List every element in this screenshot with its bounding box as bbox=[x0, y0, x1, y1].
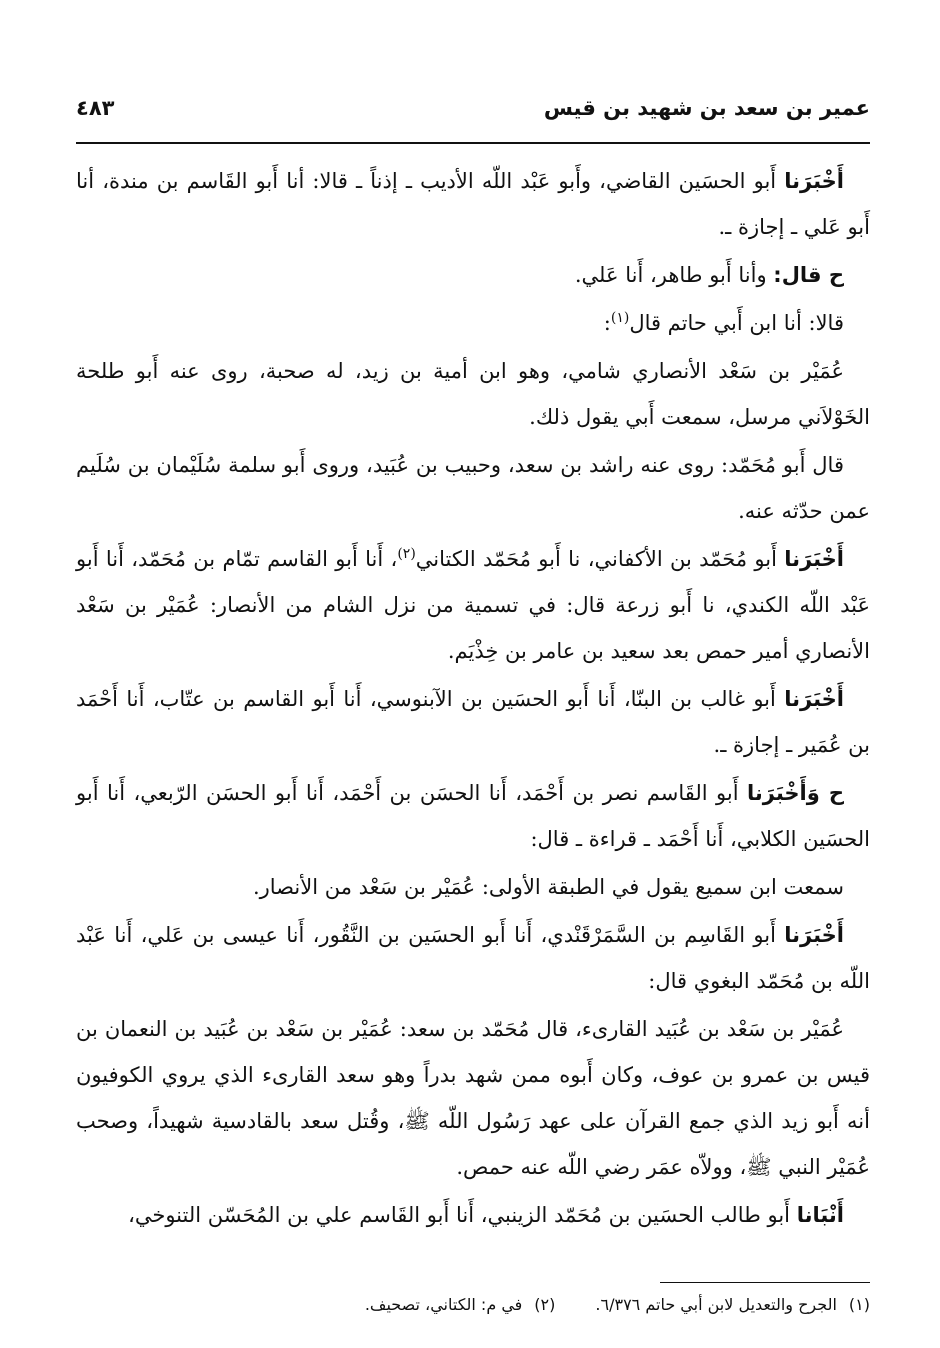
footnote-number: (٢) bbox=[534, 1295, 556, 1314]
paragraph-text: عُمَيْر بن سَعْد بن عُبَيد القارىء، قال مُحَمّد بن سعد: عُمَيْر بن سَعْد بن عُبَيد بن النعمان بن قيس بن عمرو بن عوف، وكان أَبوه ممن شهد بدراً وهو سعد القارىء الذي يروي الكوفيون أنه أَبو زيد الذي جمع القرآن على عهد رَسُول اللّه ﷺ، وقُتل سعد بالقادسية شهيداً، وصحب عُمَيْر النبي ﷺ، وولاّه عمَر رضي اللّه عنه حمص. bbox=[76, 1017, 870, 1179]
footnote-marker-1[interactable]: (١) bbox=[610, 310, 630, 326]
paragraph-2 bbox=[76, 252, 870, 298]
paragraph-3 bbox=[76, 300, 870, 346]
paragraph-lead: أَخْبَرَنا bbox=[784, 923, 844, 947]
paragraph-text: قال أَبو مُحَمّد: روى عنه راشد بن سعد، وحبيب بن عُبَيد، وروى أَبو سلمة سُلَيْمان بن سُلَيم عمن حدّثه عنه. bbox=[76, 453, 870, 523]
paragraph-text-after: : bbox=[603, 311, 611, 335]
paragraph-7 bbox=[76, 676, 870, 768]
paragraph-text: أَبو طالب الحسَين بن مُحَمّد الزينبي، أَنا أَبو القَاسم علي بن المُحَسّن التنوخي، bbox=[128, 1203, 797, 1227]
paragraph-5 bbox=[76, 442, 870, 534]
paragraph-11 bbox=[76, 1006, 870, 1190]
main-text bbox=[76, 158, 870, 1238]
page bbox=[76, 96, 870, 1319]
paragraph-lead: أَخْبَرَنا bbox=[784, 547, 844, 571]
footnote-number: (١) bbox=[848, 1295, 870, 1314]
page-number: ٤٨٣ bbox=[76, 96, 115, 120]
paragraph-lead: أَنْبَانا bbox=[796, 1203, 844, 1227]
paragraph-lead: ح قال: bbox=[773, 263, 844, 287]
paragraph-text: أَبو الحسَين القاضي، وأَبو عَبْد اللّه الأديب ـ إذناً ـ قالا: أنا أَبو القَاسم بن مندة، أنا أَبو عَلي ـ إجازة ـ. bbox=[76, 169, 870, 239]
paragraph-text: أَبو القَاسم نصر بن أَحْمَد، أَنا الحسَن بن أَحْمَد، أَنا أَبو الحسَن الرّبعي، أَنا أَبو الحسَين الكلابي، أَنا أَحْمَد ـ قراءة ـ قال: bbox=[76, 781, 870, 851]
paragraph-1 bbox=[76, 158, 870, 250]
paragraph-text: أَبو غالب بن البنّا، أَنا أَبو الحسَين بن الآبنوسي، أَنا أَبو القاسم بن عتّاب، أَنا أَحْمَد بن عُمَير ـ إجازة ـ. bbox=[76, 687, 870, 757]
paragraph-12 bbox=[76, 1192, 870, 1238]
footnote-text: الجرح والتعديل لابن أبي حاتم ٦/٣٧٦. bbox=[595, 1295, 837, 1314]
paragraph-text: أَبو القَاسِم بن السَّمَرْقَنْدي، أَنا أَبو الحسَين بن النَّقُور، أَنا عيسى بن عَلي، أَنا عَبْد اللّه بن مُحَمّد البغوي قال: bbox=[76, 923, 870, 993]
paragraph-text: عُمَيْر بن سَعْد الأنصاري شامي، وهو ابن أمية بن زيد، له صحبة، روى عنه أَبو طلحة الخَوْلاَني مرسل، سمعت أَبي يقول ذلك. bbox=[76, 359, 870, 429]
paragraph-6 bbox=[76, 536, 870, 674]
paragraph-8 bbox=[76, 770, 870, 862]
paragraph-text-after: ، أَنا أَبو القاسم تمّام بن مُحَمّد، أَنا أَبو عَبْد اللّه الكندي، نا أَبو زرعة قال: في تسمية من نزل الشام من الأنصار: عُمَيْر بن سَعْد الأنصاري أمير حمص بعد سعيد بن عامر بن خِذْيَم. bbox=[76, 547, 870, 663]
paragraph-9 bbox=[76, 864, 870, 910]
paragraph-text: أَبو مُحَمّد بن الأكفاني، نا أَبو مُحَمّد الكتاني bbox=[415, 547, 785, 571]
paragraph-lead: أَخْبَرَنا bbox=[784, 687, 844, 711]
footnote-marker-2[interactable]: (٢) bbox=[397, 546, 416, 562]
paragraph-text: سمعت ابن سميع يقول في الطبقة الأولى: عُمَيْر بن سَعْد من الأنصار. bbox=[252, 875, 844, 899]
paragraph-text: وأنا أَبو طاهر، أَنا عَلي. bbox=[574, 263, 774, 287]
running-title: عمير بن سعد بن شهيد بن قيس bbox=[543, 96, 870, 120]
footnote-text: في م: الكتاني، تصحيف. bbox=[364, 1295, 523, 1314]
footnote-rule bbox=[660, 1282, 870, 1283]
paragraph-4 bbox=[76, 348, 870, 440]
paragraph-lead: أَخْبَرَنا bbox=[784, 169, 844, 193]
paragraph-text: قالا: أنا ابن أَبي حاتم قال bbox=[629, 311, 844, 335]
footnotes bbox=[76, 1291, 870, 1319]
footnote-1 bbox=[595, 1291, 870, 1319]
paragraph-10 bbox=[76, 912, 870, 1004]
header-rule bbox=[76, 142, 870, 144]
paragraph-lead: ح وَأَخْبَرَنا bbox=[747, 781, 844, 805]
footnote-2 bbox=[365, 1291, 556, 1319]
running-head bbox=[76, 96, 870, 140]
